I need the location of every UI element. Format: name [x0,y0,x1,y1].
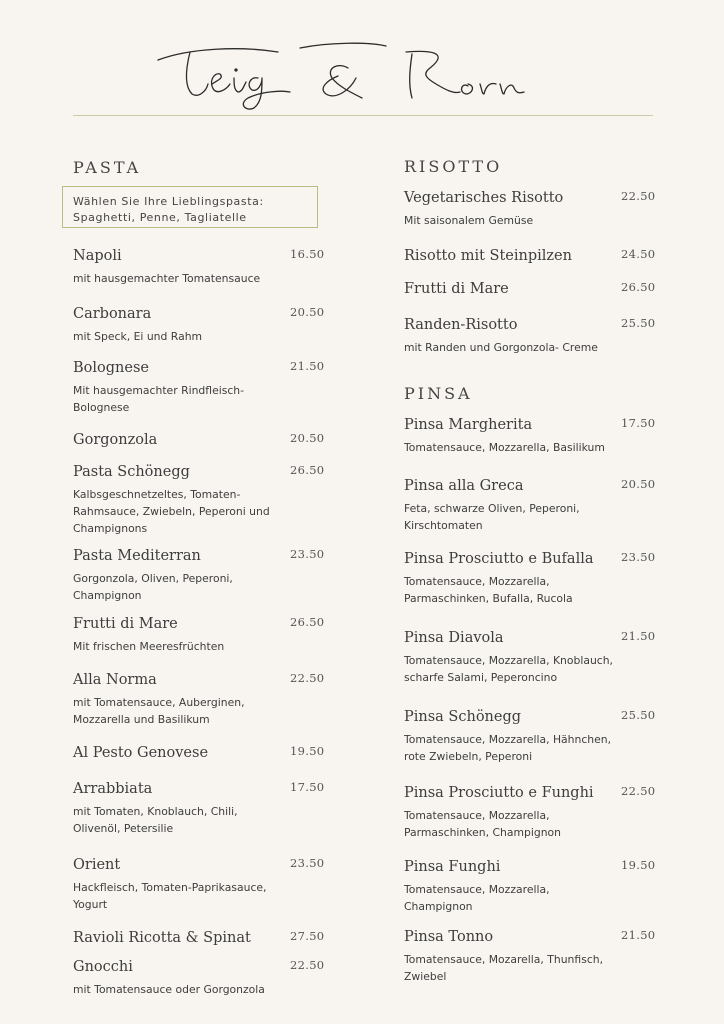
pinsa-item [404,415,654,456]
dish-name: Pinsa Prosciutto e Funghi [404,785,594,801]
dish-name: Pinsa Schönegg [404,709,522,725]
pinsa-item [404,707,654,765]
dish-name: Pinsa Funghi [404,859,501,875]
dish-price: 23.50 [290,547,325,561]
dish-name: Pasta Schönegg [73,464,190,480]
dish-description: Kalbsgeschnetzeltes, Tomaten-Rahmsauce, Zwiebeln, Peperoni und Champignons [73,488,270,535]
pasta-item [73,957,323,998]
dish-price: 24.50 [621,247,656,261]
pinsa-item [404,857,654,915]
pinsa-section-title: PINSA [404,384,473,403]
dish-price: 19.50 [290,744,325,758]
dish-price: 22.50 [621,189,656,203]
dish-description: Tomatensauce, Mozzarella, Hähnchen, rote Zwiebeln, Peperoni [404,733,612,763]
dish-name: Frutti di Mare [73,616,178,632]
pasta-item [73,430,323,450]
dish-name: Ravioli Ricotta & Spinat [73,930,251,946]
dish-price: 17.50 [621,416,656,430]
dish-name: Pinsa alla Greca [404,478,524,494]
dish-price: 23.50 [290,856,325,870]
dish-name: Bolognese [73,360,149,376]
dish-description: Tomatensauce, Mozzarella, Parmaschinken, Bufalla, Rucola [404,575,573,605]
dish-price: 20.50 [290,431,325,445]
pasta-item [73,855,323,913]
dish-description: mit Tomaten, Knoblauch, Chili, Olivenöl, Petersilie [73,805,238,835]
pasta-item [73,928,323,948]
pasta-item [73,246,323,287]
dish-price: 21.50 [621,629,656,643]
dish-price: 25.50 [621,708,656,722]
dish-description: Feta, schwarze Oliven, Peperoni, Kirschtomaten [404,502,580,532]
risotto-item [404,188,654,229]
dish-price: 26.50 [290,615,325,629]
dish-description: Mit frischen Meeresfrüchten [73,640,225,653]
dish-description: Mit hausgemachter Rindfleisch-Bolognese [73,384,245,414]
dish-description: Hackfleisch, Tomaten-Paprikasauce, Yogurt [73,881,267,911]
dish-name: Arrabbiata [73,781,153,797]
logo-signature [150,38,530,110]
dish-description: mit Tomatensauce, Auberginen, Mozzarella und Basilikum [73,696,245,726]
dish-price: 20.50 [290,305,325,319]
dish-name: Orient [73,857,121,873]
dish-price: 22.50 [621,784,656,798]
pasta-choice-note: Wählen Sie Ihre Lieblingspasta: Spaghetti, Penne, Tagliatelle [62,186,318,228]
dish-name: Pinsa Prosciutto e Bufalla [404,551,594,567]
dish-description: Tomatensauce, Mozzarella, Basilikum [404,441,605,454]
dish-price: 26.50 [290,463,325,477]
dish-price: 22.50 [290,671,325,685]
dish-price: 19.50 [621,858,656,872]
dish-description: mit Tomatensauce oder Gorgonzola [73,983,265,996]
pasta-item [73,743,323,763]
dish-price: 20.50 [621,477,656,491]
dish-description: Mit saisonalem Gemüse [404,214,534,227]
dish-name: Al Pesto Genovese [73,745,209,761]
pasta-section-title: PASTA [73,158,142,177]
dish-price: 22.50 [290,958,325,972]
pasta-item [73,670,323,728]
dish-price: 27.50 [290,929,325,943]
dish-name: Risotto mit Steinpilzen [404,248,572,264]
dish-name: Pinsa Margherita [404,417,533,433]
dish-name: Vegetarisches Risotto [404,190,564,206]
dish-price: 25.50 [621,316,656,330]
risotto-item [404,279,654,299]
dish-price: 26.50 [621,280,656,294]
risotto-item [404,315,654,356]
dish-name: Gorgonzola [73,432,158,448]
dish-description: Tomatensauce, Mozzarella, Parmaschinken, Champignon [404,809,562,839]
dish-name: Gnocchi [73,959,133,975]
dish-name: Pasta Mediterran [73,548,201,564]
dish-price: 16.50 [290,247,325,261]
pinsa-item [404,783,654,841]
dish-name: Alla Norma [73,672,157,688]
dish-price: 21.50 [290,359,325,373]
dish-name: Randen-Risotto [404,317,518,333]
dish-name: Frutti di Mare [404,281,509,297]
risotto-item [404,246,654,266]
dish-name: Carbonara [73,306,152,322]
pinsa-item [404,476,654,534]
pasta-item [73,546,323,604]
pinsa-item [404,628,654,686]
dish-name: Napoli [73,248,122,264]
pasta-item [73,779,323,837]
dish-description: Gorgonzola, Oliven, Peperoni, Champignon [73,572,233,602]
pasta-item [73,358,323,416]
dish-description: Tomatensauce, Mozarella, Thunfisch, Zwiebel [404,953,604,983]
dish-price: 17.50 [290,780,325,794]
dish-price: 23.50 [621,550,656,564]
pasta-item [73,304,323,345]
dish-description: Tomatensauce, Mozzarella, Champignon [404,883,550,913]
dish-price: 21.50 [621,928,656,942]
dish-description: mit Speck, Ei und Rahm [73,330,203,343]
pasta-item [73,614,323,655]
header-divider [73,115,653,116]
risotto-section-title: RISOTTO [404,157,503,176]
dish-description: mit hausgemachter Tomatensauce [73,272,261,285]
pinsa-item [404,927,654,985]
dish-description: mit Randen und Gorgonzola- Creme [404,341,598,354]
dish-description: Tomatensauce, Mozzarella, Knoblauch, scharfe Salami, Peperoncino [404,654,613,684]
dish-name: Pinsa Tonno [404,929,494,945]
pinsa-item [404,549,654,607]
dish-name: Pinsa Diavola [404,630,504,646]
pasta-item [73,462,323,537]
